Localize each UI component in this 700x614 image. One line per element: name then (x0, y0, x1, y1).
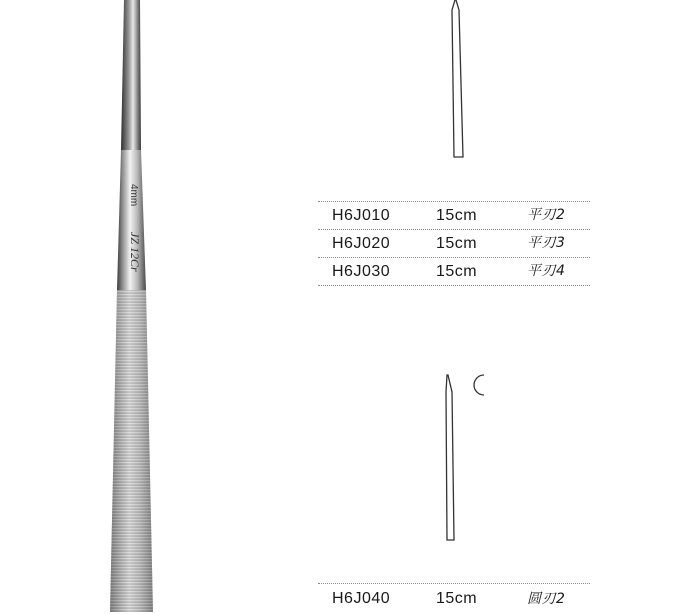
item-blade-type: 平刃3 (527, 235, 566, 251)
item-code: H6J020 (332, 235, 391, 252)
item-length: 15cm (436, 590, 478, 607)
table-row (318, 229, 590, 257)
spec-table-round (318, 583, 590, 613)
item-code: H6J040 (332, 590, 391, 607)
size-marking: 4mm (128, 184, 139, 207)
brand-marking: JZ 12Cr (128, 232, 142, 272)
item-blade-type: 平刃4 (527, 263, 566, 279)
item-code: H6J010 (332, 207, 391, 224)
table-row (318, 201, 590, 229)
item-length: 15cm (436, 263, 478, 280)
item-blade-type: 圆刃2 (527, 591, 566, 607)
table-row (318, 257, 590, 286)
crescent-cross-section (474, 375, 484, 395)
table-row (318, 583, 590, 613)
item-code: H6J030 (332, 263, 391, 280)
item-length: 15cm (436, 235, 478, 252)
item-length: 15cm (436, 207, 478, 224)
spec-table-flat (318, 201, 590, 286)
item-blade-type: 平刃2 (527, 207, 566, 223)
